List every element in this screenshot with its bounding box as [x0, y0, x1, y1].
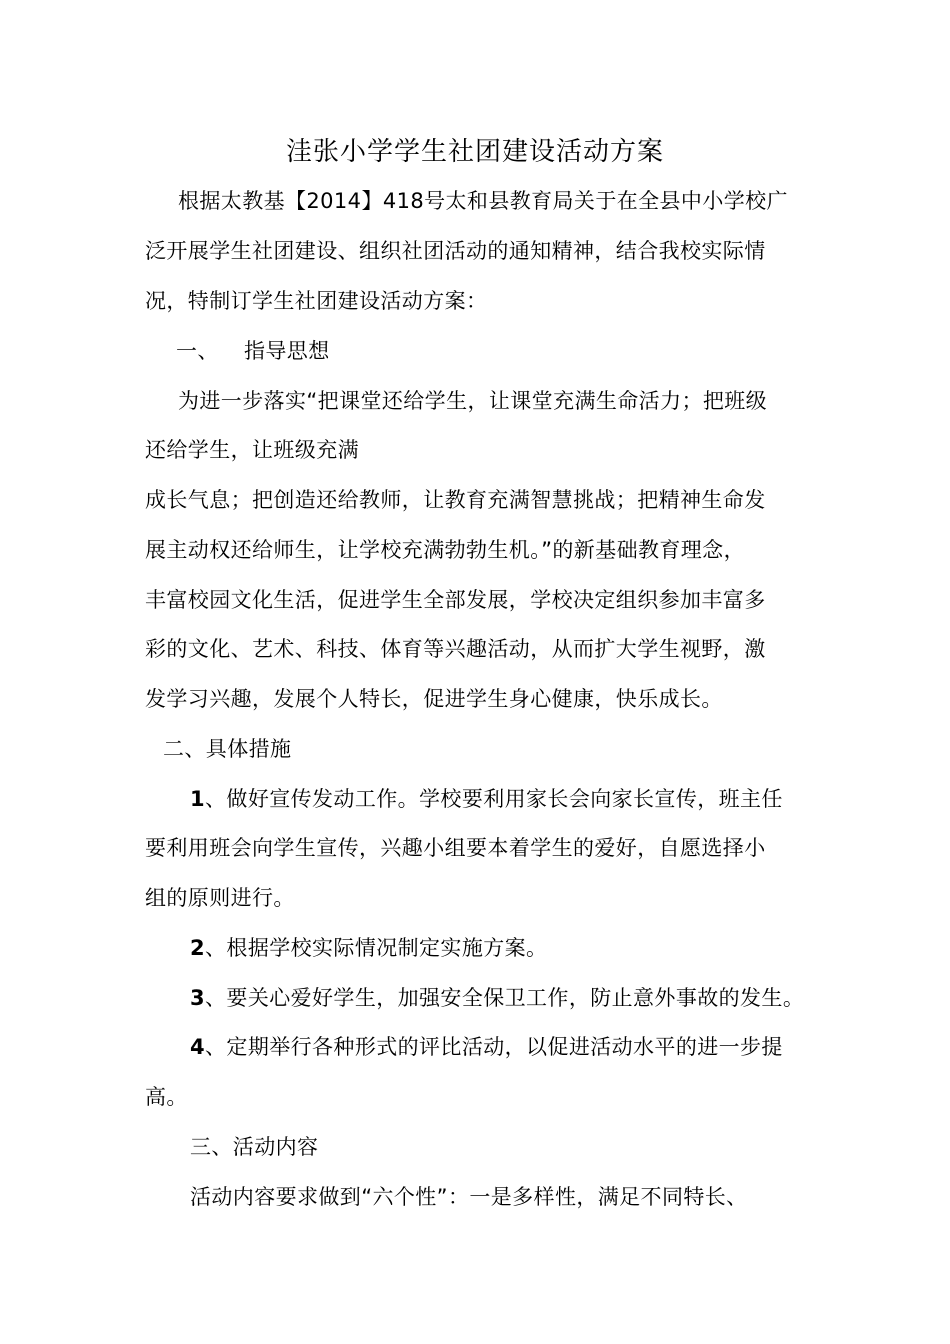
measure-item-4-line-1: 、定期举行各种形式的评比活动，以促进活动水平的进一步提 — [205, 1035, 783, 1059]
intro-line-2: 泛开展学生社团建设、组织社团活动的通知精神，结合我校实际情 — [145, 239, 766, 263]
measure-item-4-line-2: 高。 — [145, 1085, 188, 1109]
measure-item-3-line-1: 、要关心爱好学生，加强安全保卫工作，防止意外事故的发生。 — [205, 986, 805, 1010]
section1-line-3: 成长气息；把创造还给教师，让教育充满智慧挑战；把精神生命发 — [145, 488, 766, 512]
section2-heading: 二、具体措施 — [163, 737, 292, 761]
section1-line-5: 丰富校园文化生活，促进学生全部发展，学校决定组织参加丰富多 — [145, 588, 766, 612]
section1-number: 一、 — [176, 339, 219, 363]
measure-item-1-line-2: 要利用班会向学生宣传，兴趣小组要本着学生的爱好，自愿选择小 — [145, 836, 766, 860]
section3-line-1: 活动内容要求做到“六个性”：一是多样性，满足不同特长、 — [190, 1185, 748, 1209]
measure-item-2 — [190, 934, 547, 962]
document-title: 洼张小学学生社团建设活动方案 — [285, 137, 664, 167]
section1-heading: 指导思想 — [244, 339, 330, 363]
measure-item-1 — [190, 785, 783, 813]
measure-item-1-line-3: 组的原则进行。 — [145, 886, 295, 910]
section1-line-2: 还给学生，让班级充满 — [145, 438, 359, 462]
section1-line-4: 展主动权还给师生，让学校充满勃勃生机。”的新基础教育理念， — [145, 538, 745, 562]
measure-item-1-line-1: 、做好宣传发动工作。学校要利用家长会向家长宣传，班主任 — [205, 787, 783, 811]
measure-item-3 — [190, 984, 804, 1012]
measure-item-2-number: 2 — [190, 936, 206, 960]
section1-line-1: 为进一步落实“把课堂还给学生，让课堂充满生命活力；把班级 — [178, 389, 768, 413]
measure-item-4 — [190, 1033, 783, 1061]
measure-item-4-number: 4 — [190, 1035, 206, 1059]
intro-line-3: 况，特制订学生社团建设活动方案： — [145, 289, 488, 313]
intro-line-1: 根据太教基【2014】418号太和县教育局关于在全县中小学校广 — [178, 189, 788, 213]
measure-item-2-line-1: 、根据学校实际情况制定实施方案。 — [205, 936, 548, 960]
section3-heading: 三、活动内容 — [190, 1135, 319, 1159]
section1-line-6: 彩的文化、艺术、科技、体育等兴趣活动，从而扩大学生视野，激 — [145, 637, 766, 661]
measure-item-3-number: 3 — [190, 986, 206, 1010]
measure-item-1-number: 1 — [190, 787, 206, 811]
section1-line-7: 发学习兴趣，发展个人特长，促进学生身心健康，快乐成长。 — [145, 687, 723, 711]
